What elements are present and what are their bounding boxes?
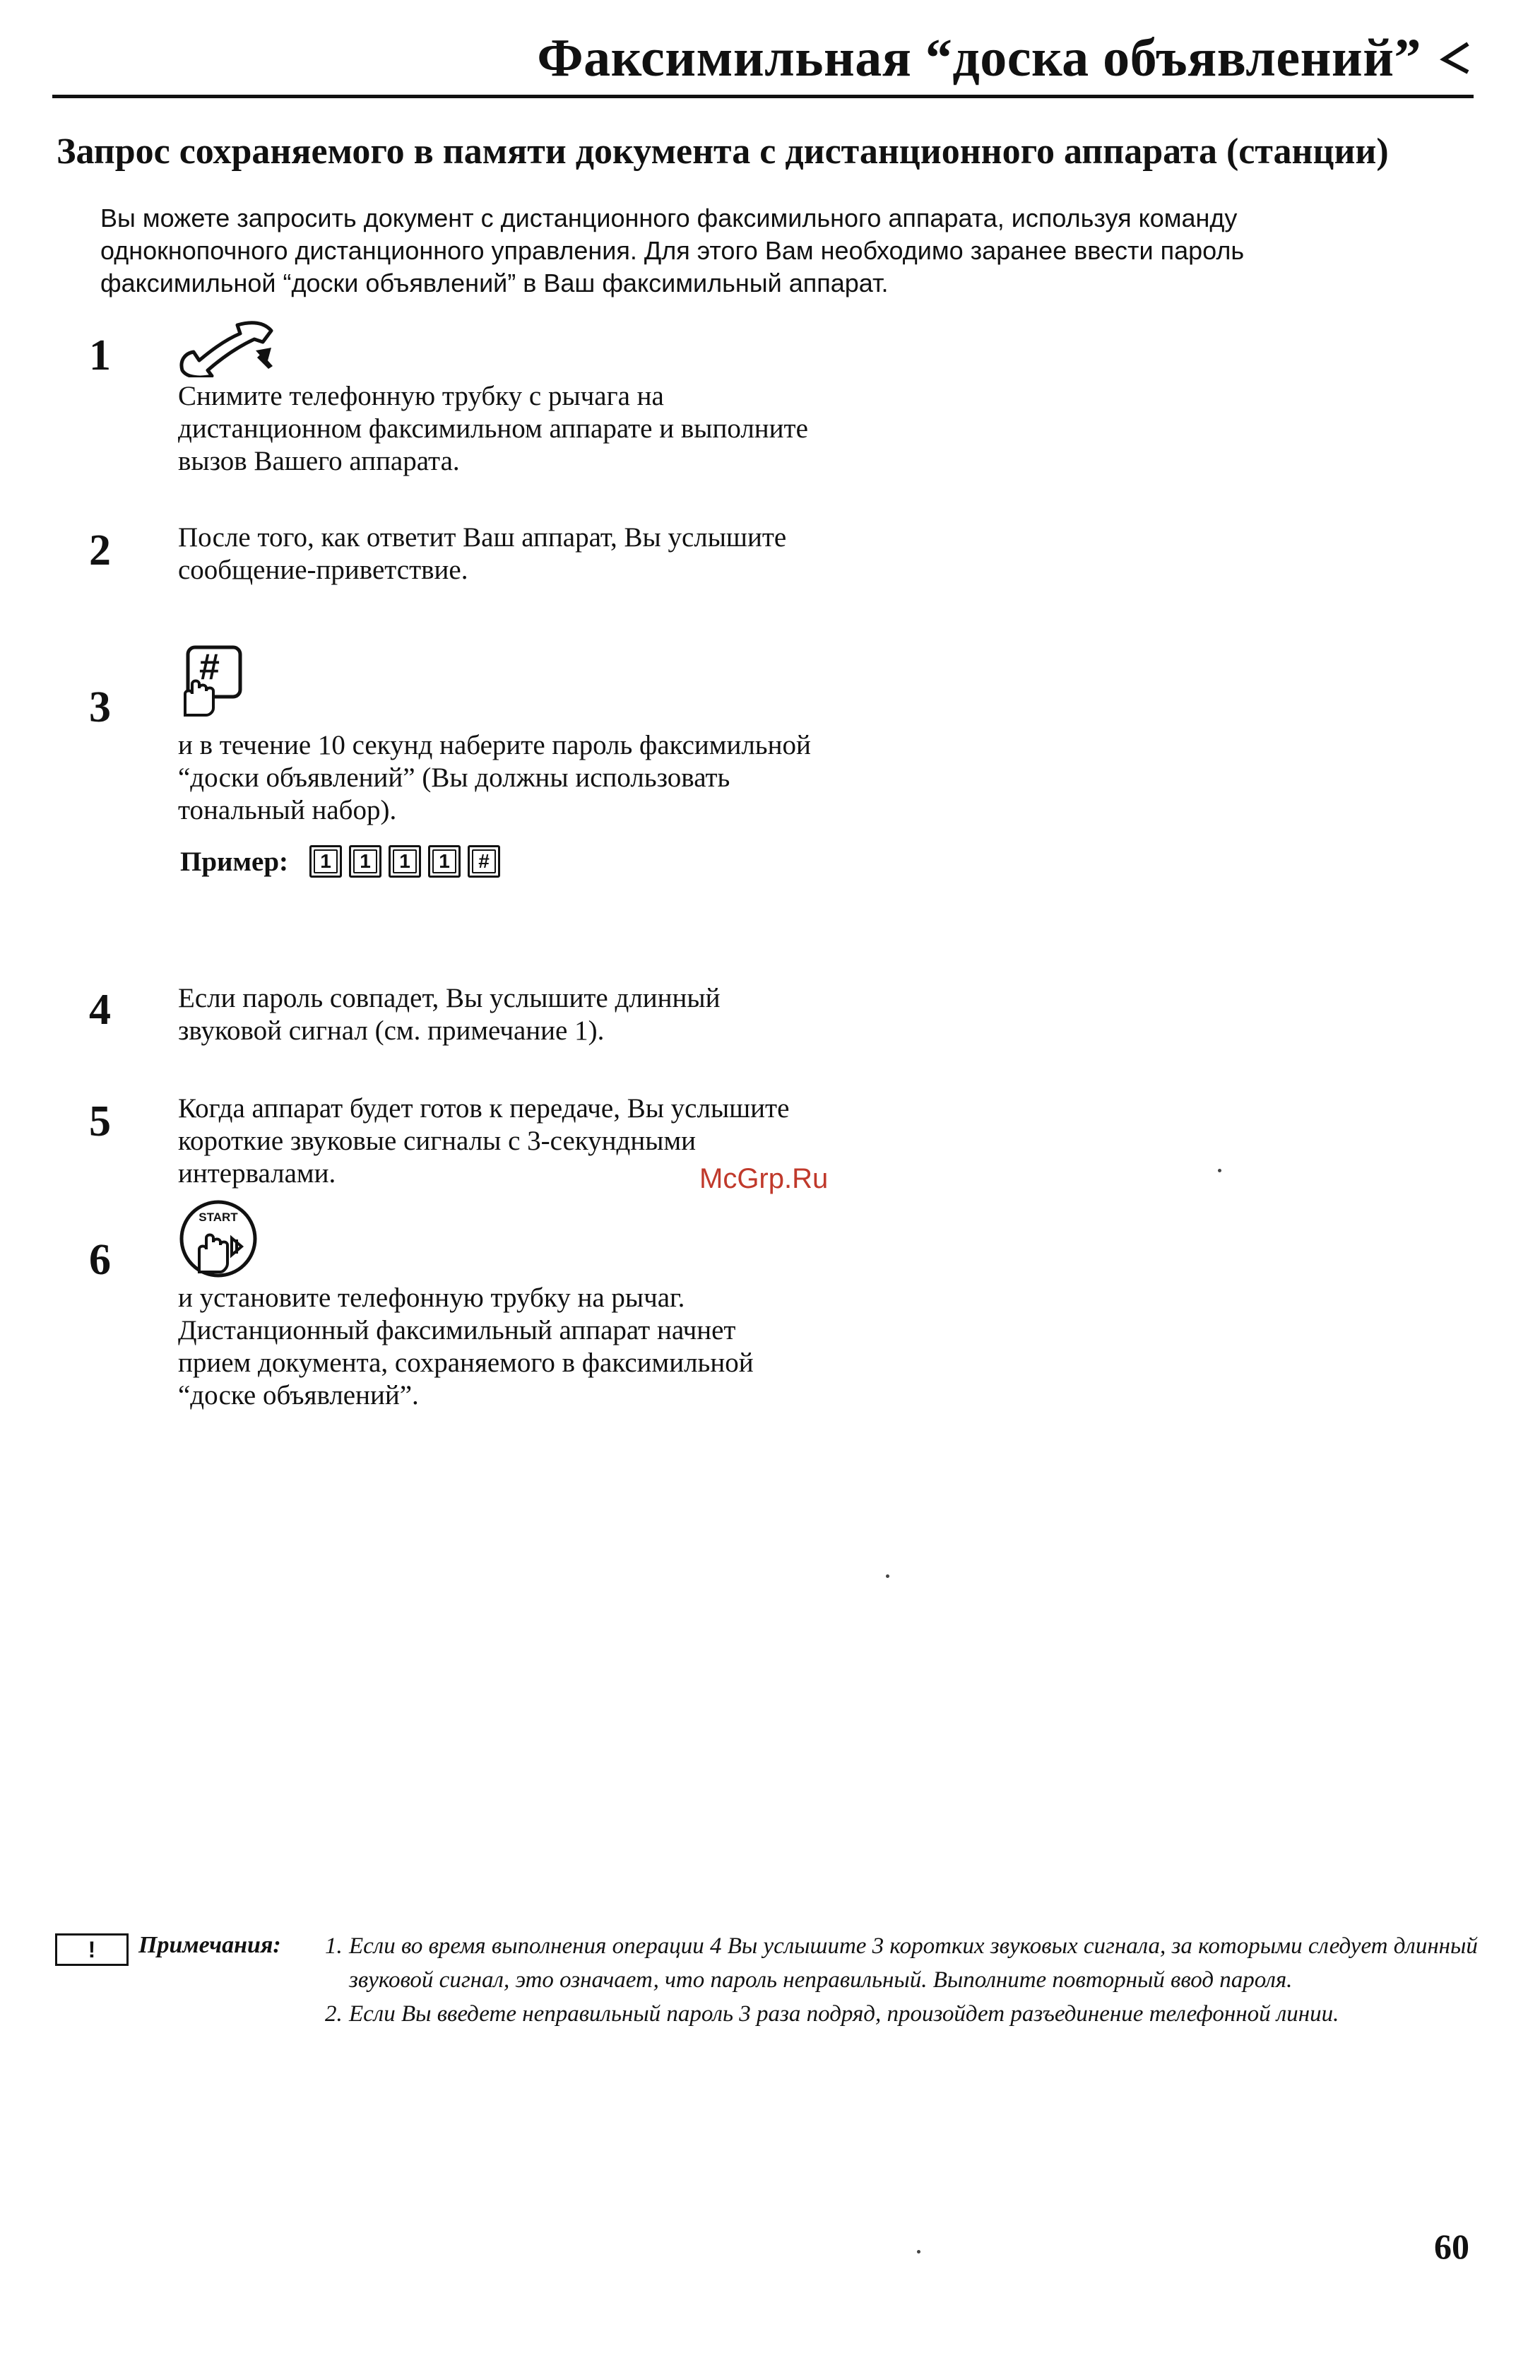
handset-icon [178, 319, 284, 377]
notes-warning-box: ! [55, 1933, 129, 1966]
step-number: 6 [89, 1236, 111, 1284]
step-number: 3 [89, 683, 111, 731]
scan-speck [886, 1574, 889, 1578]
key-1: 1 [428, 845, 461, 878]
key-1: 1 [309, 845, 342, 878]
page-header-title: Факсимильная “доска объявлений” [537, 28, 1421, 88]
hash-key-press-icon [178, 644, 246, 718]
step-text: Когда аппарат будет готов к передаче, Вы услышите короткие звуковые сигналы с 3-секундными интервалами. [178, 1093, 790, 1189]
hash-key-symbol: # [199, 647, 220, 688]
password-example [180, 845, 507, 878]
step-number: 2 [89, 526, 111, 575]
step-number: 5 [89, 1097, 111, 1145]
note-item: 1. Если во время выполнения операции 4 Вы услышите 3 коротких звуковых сигнала, за которыми следует длинный звуковой сигнал, это означает, что пароль неправильный. Выполните повторный ввод пароля. [325, 1933, 1478, 1993]
key-1: 1 [389, 845, 421, 878]
start-button-press-icon [178, 1198, 259, 1279]
example-label: Пример: [180, 846, 289, 877]
key-hash: # [468, 845, 500, 878]
step-text: После того, как ответит Ваш аппарат, Вы услышите сообщение-приветствие. [178, 522, 787, 585]
left-arrow-icon [1438, 37, 1472, 79]
notes-label: Примечания: [138, 1932, 281, 1958]
scan-speck [917, 2250, 920, 2254]
page-header [537, 28, 1472, 88]
step-text: и в течение 10 секунд наберите пароль факсимильной “доски объявлений” (Вы должны использовать тональный набор). [178, 730, 811, 825]
step-text: Снимите телефонную трубку с рычага на дистанционном факсимильном аппарате и выполните вызов Вашего аппарата. [178, 381, 808, 476]
step-text: и установите телефонную трубку на рычаг. Дистанционный факсимильный аппарат начнет прием документа, сохраняемого в факсимильной “доске объявлений”. [178, 1283, 754, 1410]
start-label: START [199, 1210, 238, 1224]
step-number: 1 [89, 331, 111, 379]
section-intro: Вы можете запросить документ с дистанционного факсимильного аппарата, используя команду однокнопочного дистанционного управления. Для этого Вам необходимо заранее ввести пароль факсимильной “доски объявлений” в Ваш факсимильный аппарат. [100, 204, 1245, 298]
watermark: McGrp.Ru [699, 1163, 829, 1194]
step-text: Если пароль совпадет, Вы услышите длинный звуковой сигнал (см. примечание 1). [178, 983, 721, 1046]
step-number: 4 [89, 986, 111, 1034]
note-item: 2. Если Вы введете неправильный пароль 3 раза подряд, произойдет разъединение телефонной линии. [325, 2001, 1339, 2027]
page-number: 60 [1434, 2227, 1469, 2266]
key-1: 1 [349, 845, 381, 878]
notes-list [325, 1929, 1483, 2031]
scan-speck [1218, 1169, 1221, 1172]
section-title: Запрос сохраняемого в памяти документа с дистанционного аппарата (станции) [57, 131, 1389, 172]
header-rule [52, 95, 1474, 98]
